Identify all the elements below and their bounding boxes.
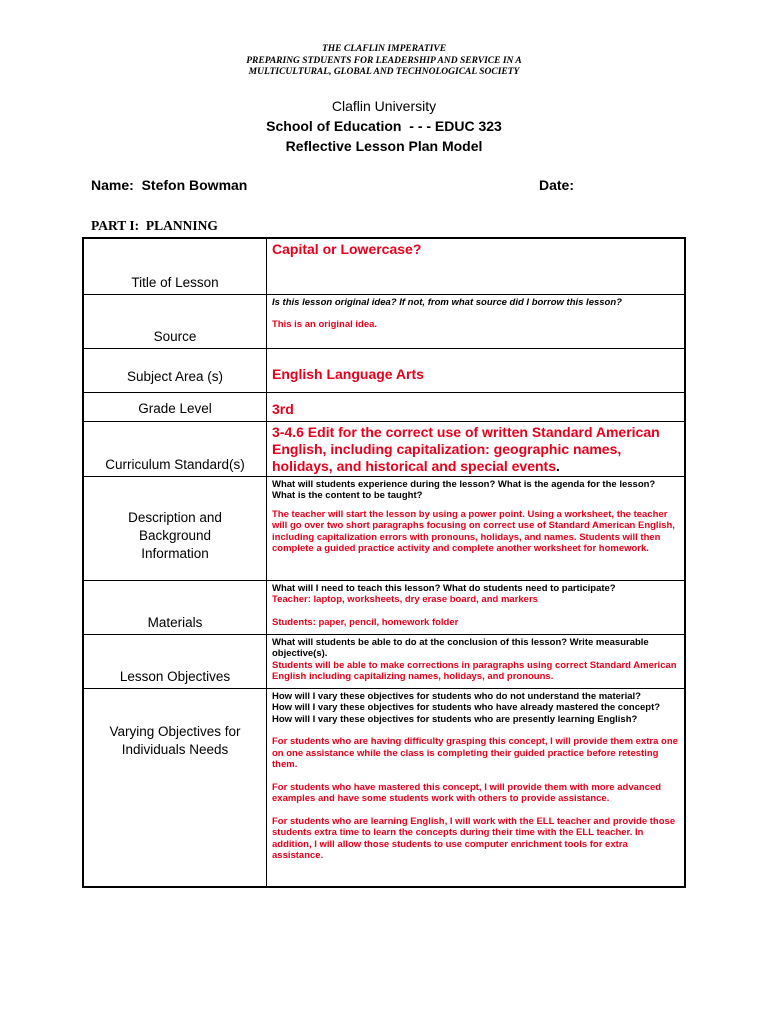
content-cell-description (267, 476, 686, 580)
label-cell-varying (83, 688, 267, 887)
varying-question-1: How will I vary these objectives for students who do not understand the material? (272, 690, 641, 702)
standard-value (272, 424, 680, 475)
varying-answer-2: For students who have mastered this concept, I will provide them with more advanced examples and have some students work with others to provide assistance. (272, 781, 662, 804)
varying-question-2: How will I vary these objectives for students who have already mastered the concept? (272, 702, 661, 713)
label-cell-source (83, 294, 267, 348)
label-description-line-1: Description and (128, 509, 222, 525)
varying-answer-1: For students who are having difficulty grasping this concept, I will provide them extra one on one assistance while the class is completing their guided practice before retesting them. (272, 736, 678, 770)
part-title: PART I: PLANNING (91, 218, 218, 233)
row-title (83, 238, 685, 294)
date-field: Date: (539, 177, 575, 193)
materials-teacher: Teacher: laptop, worksheets, dry erase board, and markers (272, 594, 538, 605)
varying-answer-3: For students who are learning English, I will work with the ELL teacher and provide those students extra time to learn the concepts during their time with the ELL teacher. In addition, I will allow those students to use computer enrichment tools for extra assistance. (272, 815, 676, 861)
source-question: Is this lesson original idea? If not, from what source did I borrow this lesson? (272, 296, 622, 308)
materials-question: What will I need to teach this lesson? What do students need to participate? (272, 582, 616, 594)
label-objectives: Lesson Objectives (119, 668, 231, 684)
imperative-line-3: MULTICULTURAL, GLOBAL AND TECHNOLOGICAL SOCIETY (248, 67, 520, 77)
content-cell-varying (267, 688, 686, 887)
materials-students: Students: paper, pencil, homework folder (272, 616, 459, 628)
label-cell-grade (83, 392, 267, 421)
standard-text: 3-4.6 Edit for the correct use of written Standard American English, including capitalization: geographic names, holidays, and historical and special events (272, 423, 660, 474)
label-materials: Materials (147, 614, 203, 630)
content-cell-title (267, 238, 686, 294)
row-standard (83, 421, 685, 476)
label-varying (84, 723, 266, 759)
university-name: Claflin University (331, 98, 437, 114)
document-titles (0, 96, 768, 156)
objectives-question: What will students be able to do at the conclusion of this lesson? Write measurable objective(s). (272, 636, 649, 659)
standard-end-mark: . (556, 457, 560, 474)
label-standard: Curriculum Standard(s) (105, 456, 245, 472)
source-answer: This is an original idea. (272, 319, 378, 330)
content-cell-source (267, 294, 686, 348)
label-cell-materials (83, 580, 267, 634)
lesson-title-value: Capital or Lowercase? (272, 241, 422, 257)
content-cell-materials (267, 580, 686, 634)
label-varying-line-2: Individuals Needs (121, 741, 229, 757)
row-grade (83, 392, 685, 421)
description-question: What will students experience during the lesson? What is the agenda for the lesson? What is the content to be taught? (272, 478, 656, 501)
subject-value: English Language Arts (272, 365, 424, 382)
label-description-line-3: Information (141, 545, 209, 561)
name-field: Name: Stefon Bowman (91, 177, 248, 193)
objectives-answer: Students will be able to make corrections in paragraphs using correct Standard American English including capitalizing names, holidays, and pronouns. (272, 659, 677, 682)
row-source (83, 294, 685, 348)
row-materials (83, 580, 685, 634)
label-title: Title of Lesson (131, 274, 219, 290)
school-course: School of Education - - - EDUC 323 (266, 118, 502, 134)
grade-value: 3rd (272, 400, 294, 417)
label-cell-title (83, 238, 267, 294)
label-cell-subject (83, 348, 267, 392)
content-cell-subject (267, 348, 686, 392)
imperative-line-2: PREPARING STDUENTS FOR LEADERSHIP AND SERVICE IN A (246, 55, 522, 66)
label-cell-objectives (83, 634, 267, 688)
label-varying-line-1: Varying Objectives for (109, 723, 241, 739)
content-cell-grade (267, 392, 686, 421)
imperative-line-1: THE CLAFLIN IMPERATIVE (321, 44, 447, 54)
varying-question-3: How will I vary these objectives for students who are presently learning English? (272, 713, 638, 725)
label-description-line-2: Background (138, 527, 212, 543)
plan-model-title: Reflective Lesson Plan Model (285, 138, 483, 154)
content-cell-objectives (267, 634, 686, 688)
row-subject (83, 348, 685, 392)
content-cell-standard (267, 421, 686, 476)
label-subject: Subject Area (s) (126, 368, 224, 384)
description-answer: The teacher will start the lesson by using a power point. Using a worksheet, the teacher will go over two short paragraphs focusing on correct use of Standard American English, including capitalization errors with pronouns, holidays, and names. Students will then complete a guided practice activity and complete another worksheet for homework. (272, 508, 675, 554)
row-description (83, 476, 685, 580)
row-varying (83, 688, 685, 887)
lesson-plan-table (82, 237, 686, 888)
label-grade: Grade Level (138, 400, 212, 416)
label-source: Source (153, 328, 197, 344)
imperative-header (0, 44, 768, 79)
row-objectives (83, 634, 685, 688)
label-cell-description (83, 476, 267, 580)
label-cell-standard (83, 421, 267, 476)
label-description (84, 509, 266, 563)
